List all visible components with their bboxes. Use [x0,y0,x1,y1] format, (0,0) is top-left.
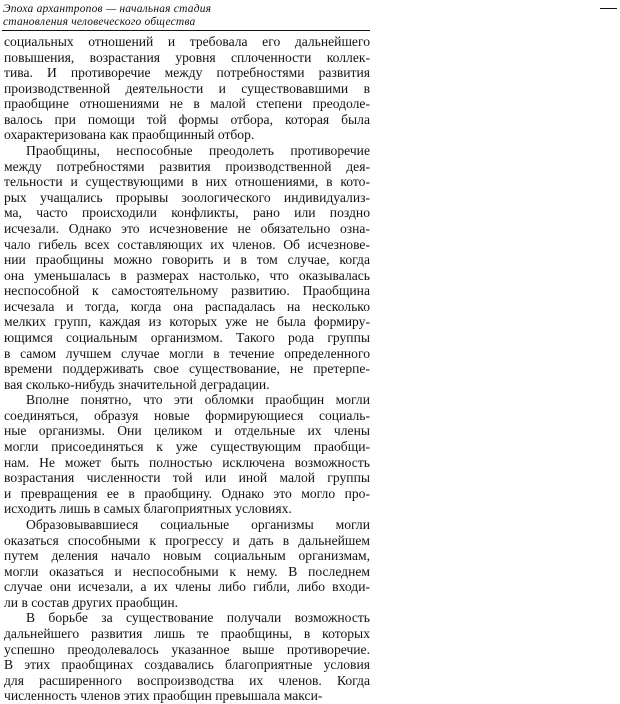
text-line: неспособной к самостоятельному развитию. Праобщина [4,283,370,299]
text-line: исчезала и тогда, когда она распадалась на несколько [4,298,370,314]
text-line: успешно преодолевалось указанное выше противоречие. [4,641,370,657]
text-line: соединяться, образуя новые формирующиеся социаль- [4,407,370,423]
paragraph [4,610,370,703]
text-line: ма, часто происходили конфликты, рано или поздно [4,205,370,221]
body-text [4,34,370,704]
text-line: Вполне понятно, что эти обломки праобщин могли [26,392,370,408]
text-line: могли оказаться и неспособными к нему. В последнем [4,563,370,579]
text-line: для расширенного воспроизводства их членов. Когда [4,672,370,688]
paragraph [4,34,370,143]
text-line: охарактеризована как праобщинный отбор. [4,127,255,143]
text-line: оказаться способными к прогрессу и дать в дальнейшем [4,532,370,548]
paragraph [4,517,370,610]
text-line: ли в состав других праобщин. [4,594,179,610]
text-line: тельности и существующими в них отношениями, в кото- [4,174,370,190]
text-line: производственной деятельности и существовавшими в [4,80,370,96]
paragraph [4,392,370,517]
text-line: В борьбе за существование получали возможность [26,610,370,626]
text-line: Образовывавшиеся социальные организмы могли [26,516,370,532]
text-line: рых учащались прорывы зоологического индивидуализ- [4,189,370,205]
text-line: дальнейшего развития лишь те праобщины, в которых [4,625,370,641]
text-line: могли присоединяться к уже существующим праобщи- [4,439,370,455]
text-line: тива. И противоречие между потребностями развития [4,65,370,81]
text-line: численность членов этих праобщин превышала макси- [4,688,323,704]
text-line: нии праобщины можно говорить и в том случае, когда [4,252,370,268]
text-line: социальных отношений и требовала его дальнейшего [4,34,370,49]
text-line: валось при помощи той формы отбора, которая была [4,111,370,127]
text-line: путем деления начало новым социальным организмам, [4,548,370,564]
text-line: между потребностями развития производственной дея- [4,158,370,174]
text-line: возрастания численности той или иной малой группы [4,470,370,486]
text-line: ющимся социальным организмом. Такого рода группы [4,329,370,345]
text-line: случае они исчезали, а их члены либо гибли, либо входи- [4,579,370,595]
text-line: времени поддерживать свое существование, не претерпе- [4,361,370,377]
running-header-line-1: Эпоха архантропов — начальная стадия [3,3,212,15]
text-line: она уменьшалась в размерах настолько, что оказывалась [4,267,370,283]
running-header [3,3,373,29]
text-line: повышения, возрастания уровня сплоченности коллек- [4,49,370,65]
text-line: вая сколько-нибудь значительной деградации. [4,376,270,392]
header-rule [2,30,370,31]
text-line: праобщине отношениями не в малой степени преодоле- [4,96,370,112]
text-line: В этих праобщинах создавались благоприятные условия [4,657,370,673]
text-line: и превращения ее в праобщину. Однако это могло про- [4,485,370,501]
text-line: исходить лишь в самых благоприятных условиях. [4,501,292,517]
text-line: в самом лучшем случае могли в течение определенного [4,345,370,361]
text-line: нам. Не может быть полностью исключена возможность [4,454,370,470]
page-edge-mark [600,8,617,9]
text-line: ные организмы. Они целиком и отдельные их члены [4,423,370,439]
text-line: чало гибель всех составляющих их членов. Об исчезнове- [4,236,370,252]
running-header-line-2: становления человеческого общества [3,16,196,28]
text-line: Праобщины, неспособные преодолеть противоречие [26,143,370,159]
text-line: исчезали. Однако это исчезновение не обязательно озна- [4,220,370,236]
paragraph [4,143,370,392]
text-line: мелких групп, каждая из которых уже не была формиру- [4,314,370,330]
